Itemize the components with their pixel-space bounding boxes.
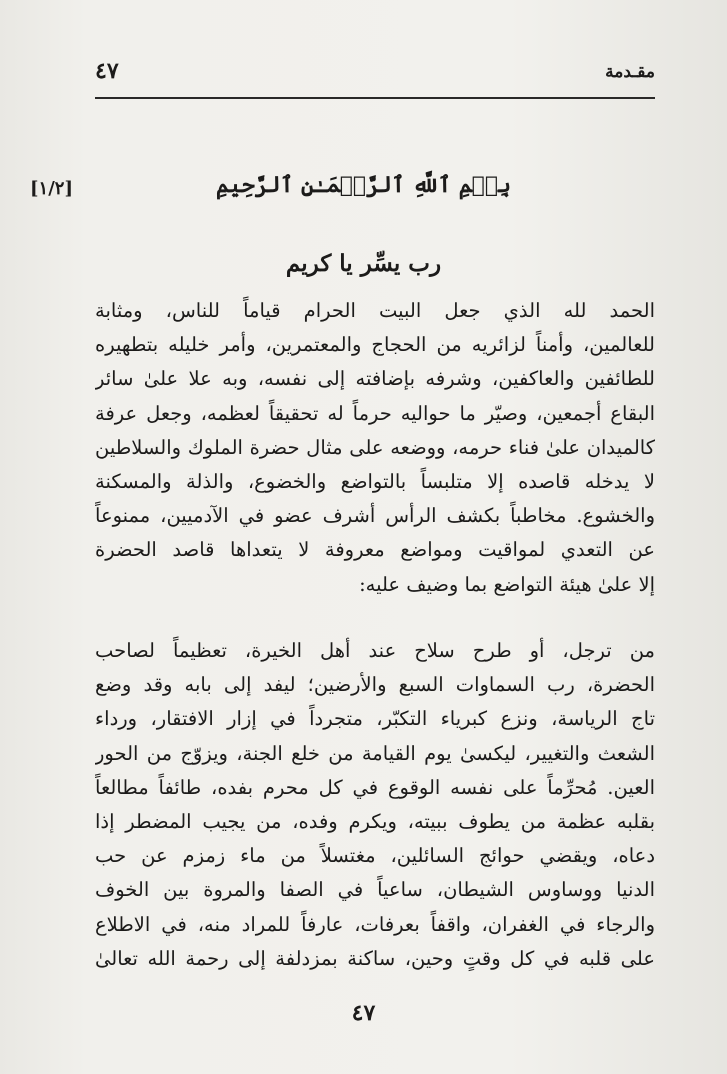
basmala: بِسۡمِ ٱللَّهِ ٱلرَّحۡمَـٰنِ ٱلرَّحِيمِ xyxy=(216,172,511,198)
paragraph-line: تاج الرياسة، ونزع كبرياء التكبّر، متجرداً في إزار الافتقار، ورداء xyxy=(95,707,655,731)
paragraph-line: للعالمين، وأمناً لزائريه من الحجاج والمعتمرين، وأمر خليله بتطهيره xyxy=(95,333,655,357)
paragraph-line: الشعث والتغيير، ليكسىٰ يوم القيامة من خلع الجنة، ويزوّج من الحور xyxy=(95,741,655,765)
section-subheading: رب يسِّر يا كريم xyxy=(285,250,442,277)
paragraph-line: الحضرة، رب السماوات السبع والأرضين؛ ليفد إلى بابه وقد وضع xyxy=(95,673,655,697)
paragraph-line: على قلبه في كل وقتٍ وحين، ساكنة بمزدلفة إلى رحمة الله تعالىٰ xyxy=(95,946,655,970)
paragraph-line: والخشوع. مخاطباً بكشف الرأس أشرف عضو في الآدميين، ممنوعاً xyxy=(95,504,655,528)
paragraph-line: الحمد لله الذي جعل البيت الحرام قياماً للناس، ومثابة xyxy=(95,299,655,322)
running-header xyxy=(95,58,655,92)
paragraph-line: البقاع أجمعين، وصيّر ما حواليه حرماً له تحقيقاً لعظمه، وجعل عرفة xyxy=(95,401,655,425)
paragraph-line: لا يدخله قاصده إلا متلبساً بالتواضع والخضوع، والذلة والمسكنة xyxy=(95,469,655,493)
paragraph-line: دعاه، ويقضي حوائج السائلين، مغتسلاً من ماء زمزم عن حب xyxy=(95,844,655,868)
header-page-number: ٤٧ xyxy=(95,58,119,84)
paragraph-line: من ترجل، أو طرح سلاح عند أهل الخيرة، تعظيماً لصاحب xyxy=(95,639,655,662)
paragraph-line: عن التعدي لمواقيت ومواضع معروفة لا يتعداها قاصد الحضرة xyxy=(95,538,655,562)
paragraph-line: بقلبه عظمة من يطوف ببيته، ويكرم وفده، من يجيب المضطر إذا xyxy=(95,809,655,833)
paragraph-line: للطائفين والعاكفين، وشرفه بإضافته إلى نفسه، وبه علا علىٰ سائر xyxy=(95,367,655,391)
paragraph-line: إلا علىٰ هيئة التواضع بما وضيف عليه: xyxy=(359,572,655,596)
paragraph-line: والرجاء في الغفران، واقفاً بعرفات، عارفاً للمراد منه، في الاطلاع xyxy=(95,912,655,936)
paragraph-line: العين. مُحرِّماً على نفسه الوقوع في كل محرم بفده، طائفاً مطالعاً xyxy=(95,775,655,799)
paragraph-1 xyxy=(95,294,655,602)
header-divider xyxy=(95,97,655,99)
running-header-title: مقـدمة xyxy=(605,62,655,82)
paragraph-2 xyxy=(95,634,655,976)
footer-page-number: ٤٧ xyxy=(351,1000,376,1026)
paragraph-line: كالميدان علىٰ فناء حرمه، ووضعه على مثال حضرة الملوك والسلاطين xyxy=(95,435,655,459)
manuscript-folio-marker: [١/٢] xyxy=(30,178,73,199)
paragraph-line: الدنيا ووساوس الشيطان، ساعياً في الصفا والمروة بين الخوف xyxy=(95,878,655,902)
